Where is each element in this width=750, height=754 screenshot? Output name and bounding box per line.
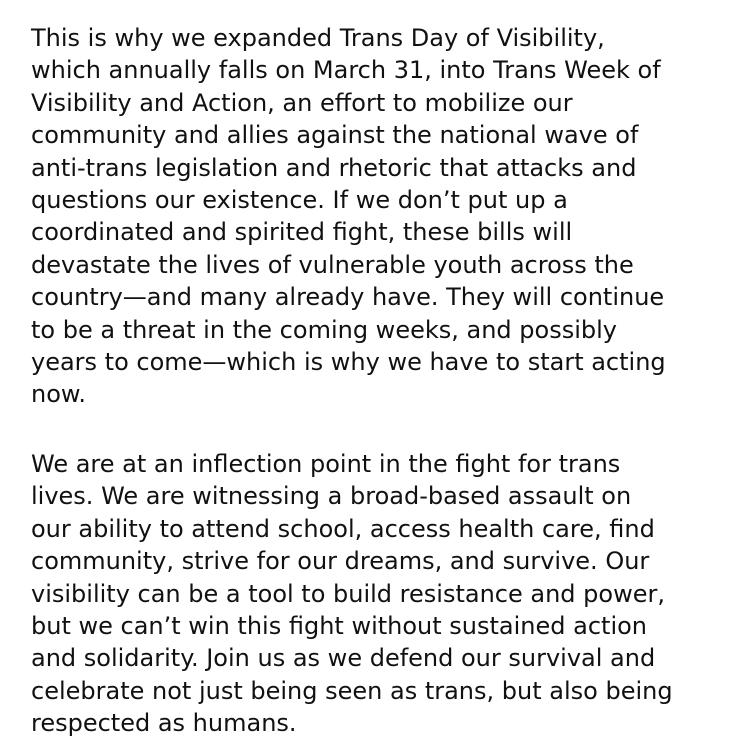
paragraph-2-line-2: lives. We are witnessing a broad-based assault on — [31, 482, 632, 511]
paragraph-2-line-1: We are at an inflection point in the fight for trans — [31, 450, 621, 478]
paragraph-1-line-6: questions our existence. If we don’t put up a — [31, 186, 568, 215]
paragraph-2-line-9: respected as humans. — [31, 709, 297, 738]
paragraph-2 — [31, 448, 731, 740]
paragraph-1-line-5: anti-trans legislation and rhetoric that attacks and — [31, 153, 637, 182]
paragraph-2-line-6: but we can’t win this fight without sustained action — [31, 612, 648, 641]
paragraph-1-line-2: which annually falls on March 31, into Trans Week of — [31, 56, 661, 85]
paragraph-1-line-4: community and allies against the national wave of — [31, 121, 639, 150]
paragraph-1-line-9: country—and many already have. They will continue — [31, 283, 665, 312]
paragraph-2-line-3: our ability to attend school, access health care, find — [31, 514, 655, 543]
paragraph-1-line-7: coordinated and spirited fight, these bills will — [31, 218, 573, 247]
paragraph-2-line-4: community, strive for our dreams, and survive. Our — [31, 547, 650, 576]
paragraph-1-line-8: devastate the lives of vulnerable youth across the — [31, 250, 634, 279]
paragraph-1-line-11: years to come—which is why we have to start acting — [31, 348, 666, 377]
paragraph-1-line-3: Visibility and Action, an effort to mobilize our — [31, 88, 573, 117]
paragraph-1-line-1: This is why we expanded Trans Day of Visibility, — [31, 24, 605, 52]
paragraph-2-line-7: and solidarity. Join us as we defend our survival and — [31, 644, 656, 673]
paragraph-2-line-8: celebrate not just being seen as trans, but also being — [31, 676, 673, 705]
paragraph-1-line-12: now. — [31, 380, 86, 409]
paragraph-2-line-5: visibility can be a tool to build resistance and power, — [31, 579, 665, 608]
paragraph-1-line-10: to be a threat in the coming weeks, and possibly — [31, 315, 617, 344]
paragraph-1 — [31, 22, 731, 411]
